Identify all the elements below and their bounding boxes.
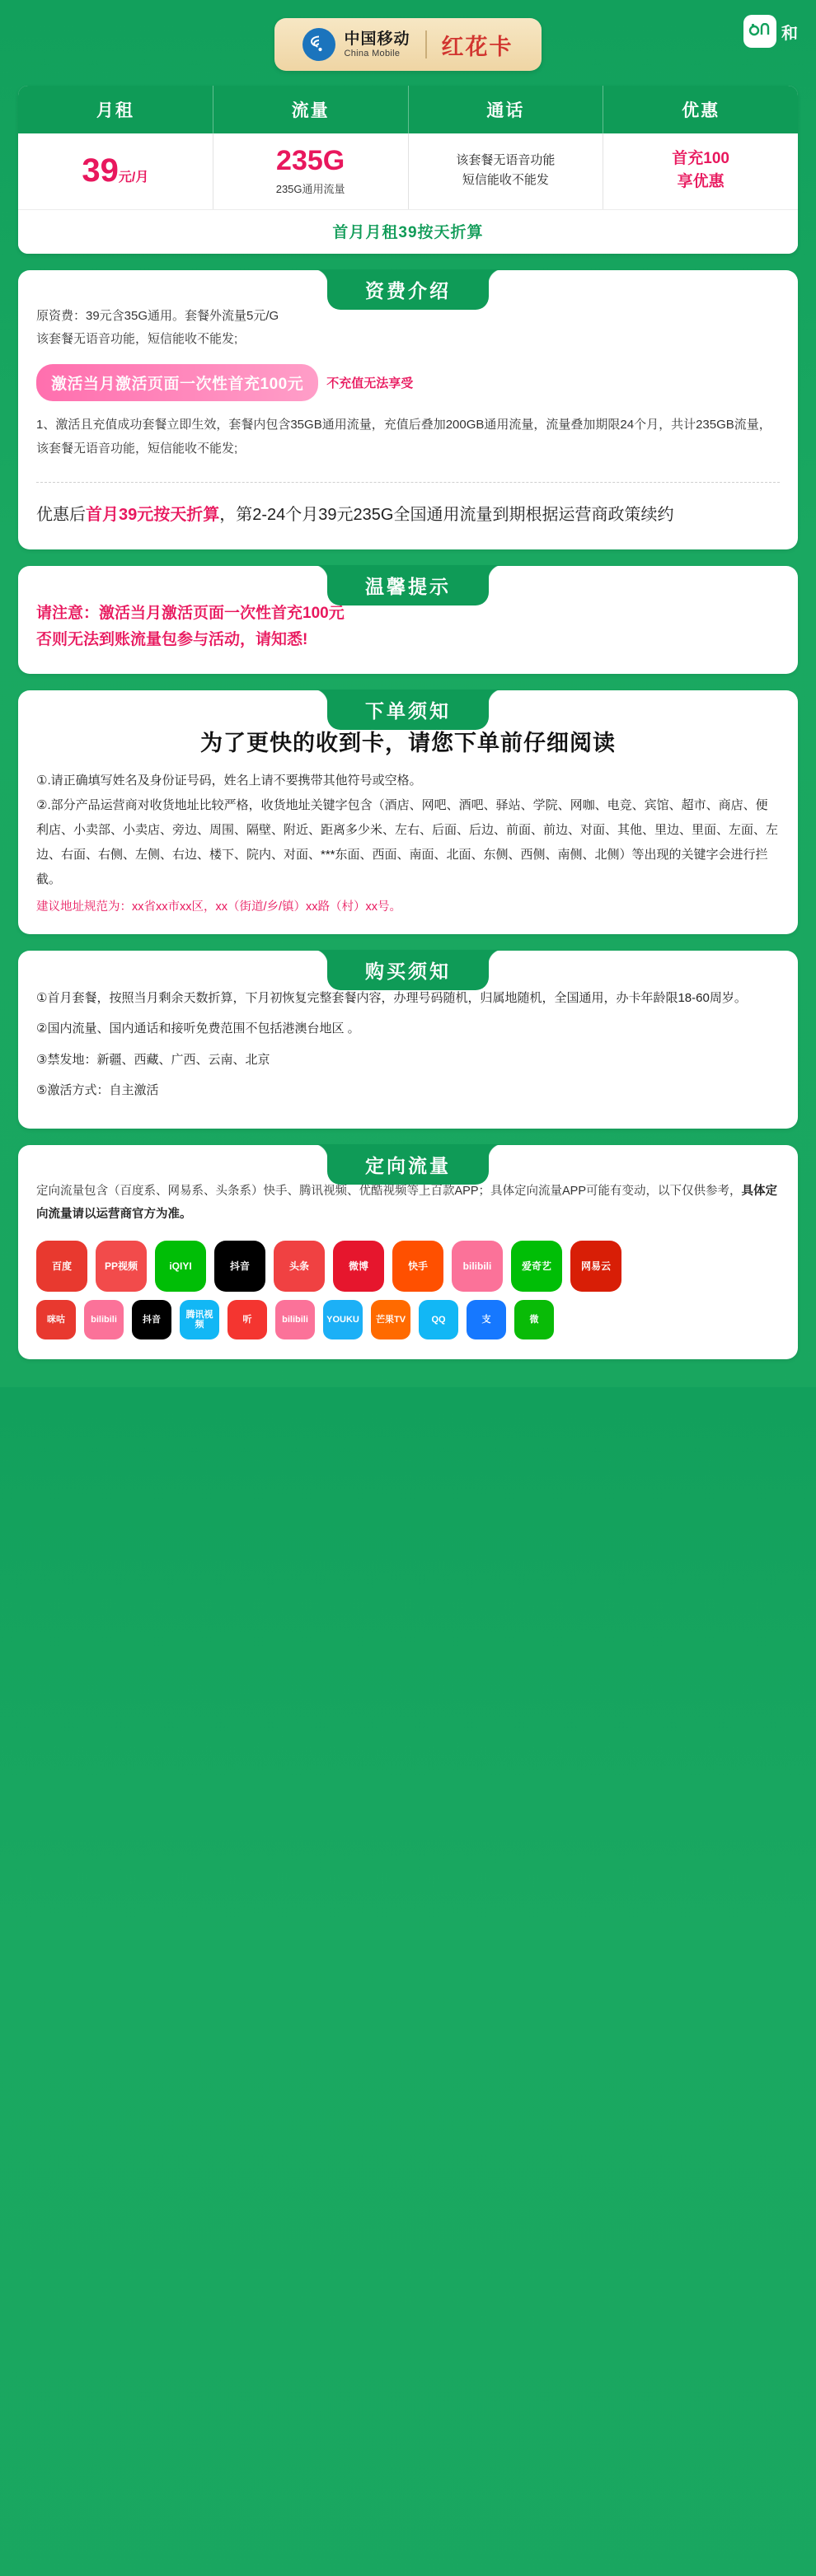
data-amount: 235G xyxy=(276,145,345,176)
buy-item-1: ①首月套餐，按照当月剩余天数折算，下月初恢复完整套餐内容，办理号码随机，归属地随机，全国通用，办卡年龄限18-60周岁。 xyxy=(36,990,747,1005)
brand-divider xyxy=(425,30,427,58)
he-brand-logo xyxy=(743,15,798,48)
col-header-promo: 优惠 xyxy=(682,101,720,120)
monthly-fee-number: 39 xyxy=(82,152,119,189)
weixin-app-icon: 微 xyxy=(514,1300,554,1339)
kuaishou-app-icon: 快手 xyxy=(392,1241,443,1292)
app-icon-row-2 xyxy=(36,1300,780,1339)
weibo-app-icon: 微博 xyxy=(333,1241,384,1292)
call-line-1: 该套餐无语音功能 xyxy=(456,153,556,167)
china-mobile-logo xyxy=(302,28,410,61)
first-charge-highlight xyxy=(36,364,780,401)
plan-summary-card xyxy=(18,86,798,254)
pptv-app-icon: PP视频 xyxy=(96,1241,147,1292)
section-title-directional: 定向流量 xyxy=(327,1144,489,1185)
order-address-tip: 建议地址规范为：xx省xx市xx区，xx（街道/乡/镇）xx路（村）xx号。 xyxy=(36,900,402,914)
china-mobile-logo-icon xyxy=(302,28,335,61)
fee-renew-note xyxy=(36,501,780,530)
brand-header xyxy=(0,0,816,82)
alipay-app-icon: 支 xyxy=(467,1300,506,1339)
carrier-text xyxy=(344,30,410,58)
tips-line-2: 否则无法到账流量包参与活动，请知悉! xyxy=(36,631,308,649)
douyin-app-icon: 抖音 xyxy=(214,1241,265,1292)
promo-line-2: 享优惠 xyxy=(677,173,725,190)
first-charge-note: 不充值无法享受 xyxy=(326,376,414,390)
fee-renew-red: 首月39元按天折算 xyxy=(86,506,220,524)
col-header-data: 流量 xyxy=(213,86,409,133)
plan-footer-note: 首月月租39按天折算 xyxy=(18,209,798,254)
fee-renew-post: ，第2-24个月39元235G全国通用流量到期根据运营商政策续约 xyxy=(219,506,674,524)
plan-table-body xyxy=(18,133,798,209)
buy-notice-list xyxy=(36,985,780,1104)
bilibili2-app-icon: bilibili xyxy=(84,1300,124,1339)
section-title-buy: 购买须知 xyxy=(327,950,489,990)
fee-line-2: 该套餐无语音功能，短信能收不能发; xyxy=(36,331,238,346)
cell-call xyxy=(409,133,604,209)
section-title-fee: 资费介绍 xyxy=(327,269,489,310)
order-item-1: ①.请正确填写姓名及身份证号码，姓名上请不要携带其他符号或空格。 xyxy=(36,773,422,788)
col-header-monthly: 月租 xyxy=(18,86,213,133)
he-logo-icon xyxy=(743,15,776,48)
data-amount-sub: 235G通用流量 xyxy=(275,183,345,195)
promo-line-1: 首充100 xyxy=(672,149,729,167)
directional-description xyxy=(36,1180,780,1227)
bilibili-app-icon: bilibili xyxy=(452,1241,503,1292)
first-charge-pill: 激活当月激活页面一次性首充100元 xyxy=(36,364,318,401)
plan-table-header xyxy=(18,86,798,133)
call-line-2: 短信能收不能发 xyxy=(462,173,549,187)
buy-item-4: ⑤激活方式：自主激活 xyxy=(36,1083,159,1098)
buy-item-3: ③禁发地：新疆、西藏、广西、云南、北京 xyxy=(36,1052,270,1067)
section-buy-notice xyxy=(18,951,798,1129)
section-title-tips: 温馨提示 xyxy=(327,565,489,605)
netease-music-app-icon: 网易云 xyxy=(570,1241,621,1292)
carrier-name-en: China Mobile xyxy=(344,48,401,58)
mgtv-app-icon: 芒果TV xyxy=(371,1300,410,1339)
carrier-name-cn: 中国移动 xyxy=(344,30,410,48)
section-order-notice xyxy=(18,690,798,934)
card-name: 红花卡 xyxy=(441,34,514,59)
tencent-video-app-icon: 腾讯视频 xyxy=(180,1300,219,1339)
tips-line-1: 请注意：激活当月激活页面一次性首充100元 xyxy=(36,605,345,622)
section-fee-intro xyxy=(18,270,798,549)
order-heading: 为了更快的收到卡，请您下单前仔细阅读 xyxy=(200,730,616,755)
app-icon-row-1 xyxy=(36,1241,780,1292)
baidu-app-icon: 百度 xyxy=(36,1241,87,1292)
section-title-order: 下单须知 xyxy=(327,690,489,730)
section-tips xyxy=(18,566,798,674)
bilibili3-app-icon: bilibili xyxy=(275,1300,315,1339)
buy-item-2: ②国内流量、国内通话和接听免费范围不包括港澳台地区 。 xyxy=(36,1022,360,1036)
page-bottom-spacer xyxy=(0,1359,816,1367)
fee-divider xyxy=(36,482,780,483)
directional-text-strong: 具体定向流量请以运营商官方为准。 xyxy=(36,1184,778,1221)
youku-app-icon: YOUKU xyxy=(323,1300,363,1339)
ximalaya-app-icon: 听 xyxy=(227,1300,267,1339)
order-item-2: ②.部分产品运营商对收货地址比较严格，收货地址关键字包含（酒店、网吧、酒吧、驿站、学院、网咖、电竞、宾馆、超市、商店、便利店、小卖部、小卖店、旁边、周围、隔壁、附近、距离多少米、左右、后面、后边、前面、前边、对面、其他、里边、里面、左面、左边、右面、右侧、左侧、右边、楼下、院内、对面、***东面、西面、南面、北面、东侧、西侧、南侧、北侧）等出现的关键字会进行拦截。 xyxy=(36,797,779,886)
cell-monthly-fee xyxy=(18,133,213,209)
cell-promo xyxy=(603,133,798,209)
migu-video-app-icon: 咪咕 xyxy=(36,1300,76,1339)
toutiao-app-icon: 头条 xyxy=(274,1241,325,1292)
fee-paragraph: 1、激活且充值成功套餐立即生效，套餐内包含35GB通用流量，充值后叠加200GB通用流量，流量叠加期限24个月，共计235GB流量，该套餐无语音功能，短信能收不能发; xyxy=(36,417,771,456)
monthly-fee-unit: 元/月 xyxy=(118,170,149,185)
qq-app-icon: QQ xyxy=(419,1300,458,1339)
iqiyi2-app-icon: 爱奇艺 xyxy=(511,1241,562,1292)
cell-data xyxy=(213,133,409,209)
douyin2-app-icon: 抖音 xyxy=(132,1300,171,1339)
brand-pill xyxy=(274,18,541,71)
fee-renew-pre: 优惠后 xyxy=(36,506,86,524)
iqiyi-app-icon: iQIYI xyxy=(155,1241,206,1292)
col-header-call: 通话 xyxy=(409,86,604,133)
directional-text-pre: 定向流量包含（百度系、网易系、头条系）快手、腾讯视频、优酷视频等上百款APP；具体定向流量APP可能有变动，以下仅供参考， xyxy=(36,1184,742,1198)
fee-line-1: 原资费：39元含35G通用。套餐外流量5元/G xyxy=(36,309,279,323)
section-directional-data xyxy=(18,1145,798,1360)
he-label: 和 xyxy=(781,24,798,43)
